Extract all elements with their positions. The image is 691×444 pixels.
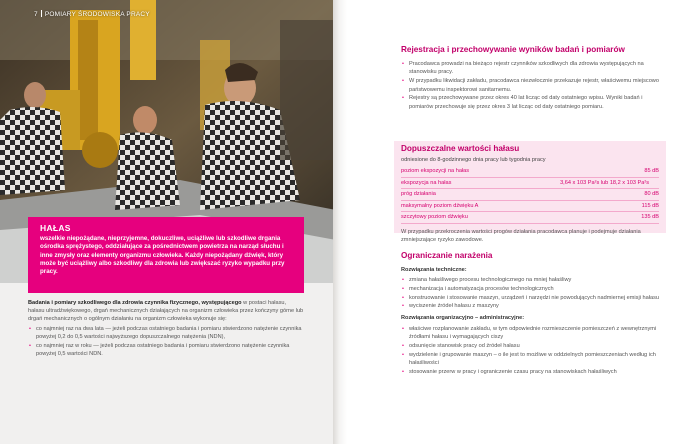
row-value: 135 dB — [641, 214, 659, 221]
list-item: • wyciszenie źródeł hałasu z maszyny — [401, 302, 663, 311]
row-middle: 3,64 x 103 Pa²s lub 18,2 x 103 Pa²s — [560, 179, 649, 186]
registration-title: Rejestracja i przechowywanie wyników badań i pomiarów — [401, 45, 625, 54]
noise-limits-table — [401, 166, 659, 244]
row-value: 115 dB — [641, 202, 659, 209]
row-value: 80 dB — [644, 191, 659, 198]
table-row — [401, 166, 659, 178]
list-item: • co najmniej raz na dwa lata — jeżeli podczas ostatniego badania i pomiaru stwierdzono natężenie czynnika powyżej 0,2 do 0,5 wartości najwyższego dopuszczalnego natężenia (NDN), — [28, 326, 304, 342]
noise-limits-title: Dopuszczalne wartości hałasu — [401, 144, 520, 153]
organizational-list — [401, 325, 663, 377]
callout-text: wszelkie niepożądane, nieprzyjemne, dokuczliwe, uciążliwe lub szkodliwe drgania ośrodka sprężystego, oddziałujące za pośrednictwem powietrza na narząd słuchu i inne zmysły oraz elementy organizmu człowieka. Każdy niepożądany dźwięk, który może być uciążliwy albo szkodliwy dla zdrowia lub zwiększać ryzyko wypadku przy pracy. — [40, 235, 285, 275]
list-item: • zmiana hałaśliwego procesu technologicznego na mniej hałaśliwy — [401, 276, 663, 285]
list-item: • W przypadku likwidacji zakładu, pracodawca niezwłocznie przekazuje rejestr, właściwemu miejscowo państwowemu inspektorowi sanitarnemu. — [401, 77, 663, 94]
callout-title: HAŁAS — [40, 223, 71, 233]
measurement-intro-bold: Badania i pomiary szkodliwego dla zdrowia czynnika fizycznego, występującego — [28, 300, 242, 306]
header-divider — [41, 10, 42, 17]
row-label: próg działania — [401, 191, 436, 198]
noise-limits-subtitle: odniesione do 8-godzinnego dnia pracy lub tygodnia pracy — [401, 156, 546, 163]
noise-definition-callout — [28, 217, 304, 293]
table-row — [401, 212, 659, 224]
measurement-intro-rest: w postaci hałasu, hałasu ultradźwiękowego, drgań mechanicznych działających na organizm człowieka przez kończyny górne lub drgań mechanicznych o ogólnym działaniu na organizm człowieka wykonuje się: — [28, 300, 304, 322]
registration-section — [401, 44, 663, 112]
page-number: 7 — [34, 11, 38, 18]
row-value: 85 dB — [644, 168, 659, 175]
list-item: • co najmniej raz w roku — jeżeli podczas ostatniego badania i pomiaru stwierdzono natężenie czynnika powyżej 0,5 wartości NDN. — [28, 343, 304, 359]
list-item: • Rejestry są przechowywane przez okres 40 lat licząc od daty ostatniego wpisu. Wyniki badań i pomiarów przechowuje się przez okres 3 lat licząc od daty ostatniego pomiaru. — [401, 94, 663, 111]
measurement-text — [28, 300, 304, 360]
list-item: • Pracodawca prowadzi na bieżąco rejestr czynników szkodliwych dla zdrowia występujących na stanowisku pracy. — [401, 60, 663, 77]
list-item: • konstruowanie i stosowanie maszyn, urządzeń i narzędzi nie powodujących nadmiernej emisji hałasu — [401, 294, 663, 303]
registration-list — [401, 60, 663, 112]
list-item: • stosowanie przerw w pracy i ograniczenie czasu pracy na stanowiskach hałaśliwych — [401, 368, 663, 377]
risk-reduction-title: Ograniczanie narażenia — [401, 251, 493, 260]
running-header — [34, 10, 150, 18]
risk-reduction-section — [401, 250, 663, 377]
row-label: szczytowy poziom dźwięku — [401, 214, 468, 221]
noise-limits-heading — [401, 143, 663, 164]
measurement-frequency-list — [28, 326, 304, 358]
table-row — [401, 201, 659, 213]
table-row — [401, 178, 659, 190]
organizational-heading: Rozwiązania organizacyjno – administracyjne: — [401, 314, 525, 321]
row-label: ekspozycja na hałas — [401, 179, 452, 186]
running-header-text: POMIARY ŚRODOWISKA PRACY — [44, 11, 150, 18]
page-gutter — [333, 0, 347, 444]
list-item: • wydzielenie i grupowanie maszyn – o ile jest to możliwe w oddzielnych pomieszczeniach według ich hałaśliwości — [401, 351, 663, 368]
technical-list — [401, 276, 663, 311]
list-item: • mechanizacja i automatyzacja procesów technologicznych — [401, 285, 663, 294]
left-page — [0, 0, 336, 444]
right-page — [347, 0, 691, 444]
row-label: maksymalny poziom dźwięku A — [401, 202, 479, 209]
list-item: • właściwe rozplanowanie zakładu, w tym odpowiednie rozmieszczenie pomieszczeń z wewnętrznymi źródłami hałasu i wymagających ciszy — [401, 325, 663, 342]
noise-limits-note: W przypadku przekroczenia wartości progów działania pracodawca planuje i podejmuje działania zmniejszające ryzyko zawodowe. — [401, 228, 641, 243]
row-label: poziom ekspozycji na hałas — [401, 168, 470, 175]
technical-heading: Rozwiązania techniczne: — [401, 266, 467, 273]
measurement-intro — [28, 300, 304, 323]
list-item: • odsunięcie stanowisk pracy od źródeł hałasu — [401, 342, 663, 351]
table-row — [401, 189, 659, 201]
